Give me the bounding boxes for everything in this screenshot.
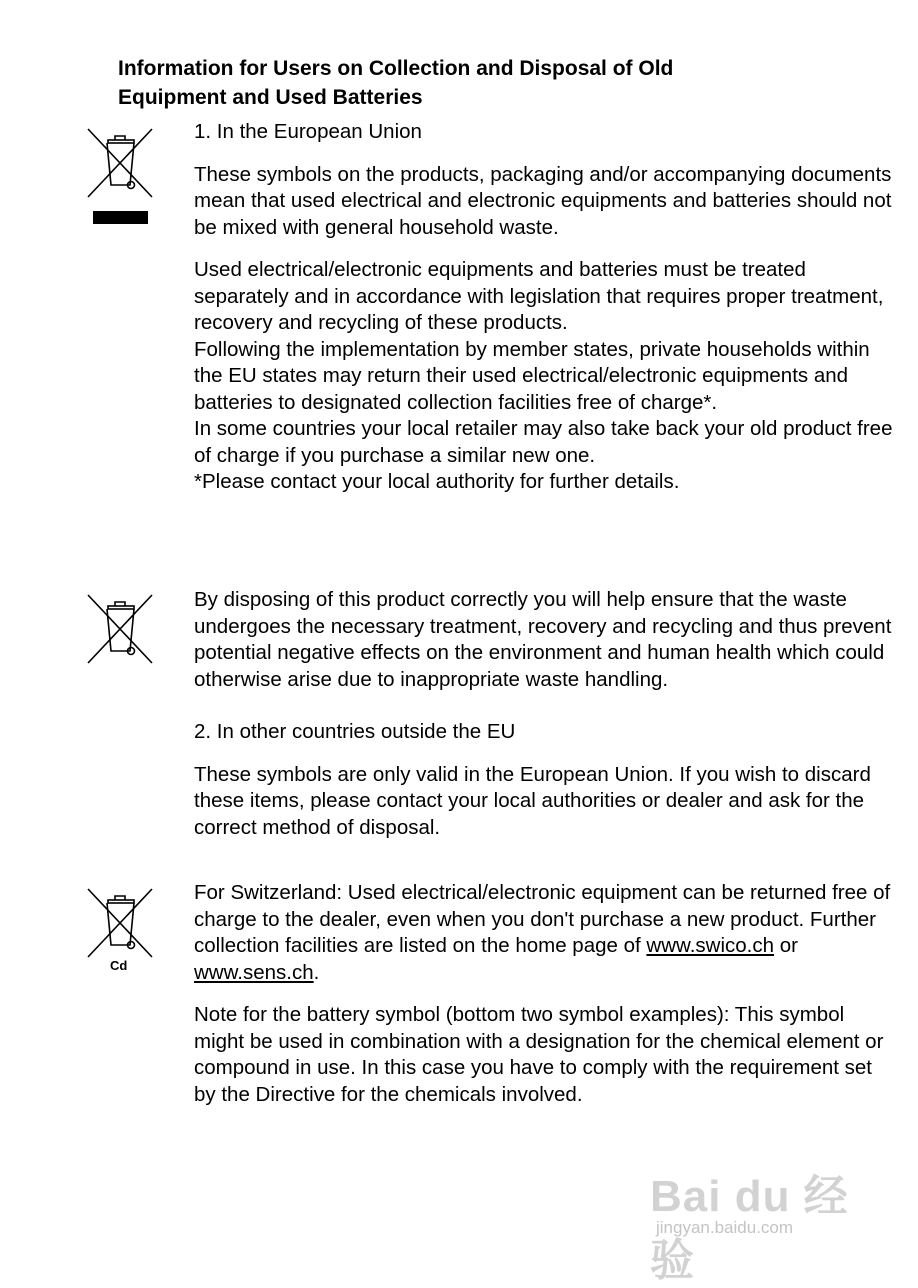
watermark-logo: Bai du 经验 bbox=[650, 1172, 849, 1285]
other-heading: 2. In other countries outside the EU bbox=[194, 720, 516, 743]
cd-label: Cd bbox=[110, 958, 128, 973]
dispose-section bbox=[194, 587, 894, 841]
eu-paragraph-2: Used electrical/electronic equipments and batteries must be treated separately and in accordance with legislation that requires proper treatment, recovery and recycling of these products. bbox=[194, 258, 884, 334]
weee-bar bbox=[93, 211, 148, 224]
swiss-text-mid: or bbox=[774, 934, 798, 957]
crossed-bin-icon bbox=[86, 127, 154, 199]
baidu-watermark bbox=[650, 1140, 880, 1285]
eu-section bbox=[194, 119, 894, 496]
eu-heading: 1. In the European Union bbox=[194, 120, 422, 143]
page-title bbox=[118, 54, 818, 112]
crossed-bin-icon bbox=[86, 593, 154, 665]
crossed-bin-icon bbox=[86, 887, 154, 959]
sens-link[interactable]: www.sens.ch bbox=[194, 960, 314, 984]
swiss-section bbox=[194, 880, 894, 1108]
dispose-paragraph: By disposing of this product correctly you will help ensure that the waste undergoes the necessary treatment, recovery and recycling and thus prevent potential negative effects on the environment and human health which could otherwise arise due to inappropriate waste handling. bbox=[194, 588, 892, 691]
swiss-paragraph bbox=[194, 880, 894, 986]
other-paragraph: These symbols are only valid in the European Union. If you wish to discard these items, please contact your local authorities or dealer and ask for the correct method of disposal. bbox=[194, 762, 871, 839]
eu-paragraph-4: In some countries your local retailer may also take back your old product free of charge if you purchase a similar new one. bbox=[194, 417, 893, 467]
eu-paragraph-3: Following the implementation by member states, private households within the EU states may return their used electrical/electronic equipments and batteries to designated collection facilities free of charge*. bbox=[194, 337, 870, 414]
eu-paragraph-1: These symbols on the products, packaging and/or accompanying documents mean that used electrical and electronic equipments and batteries should not be mixed with general household waste. bbox=[194, 162, 892, 239]
swico-link[interactable]: www.swico.ch bbox=[646, 934, 774, 957]
title-line-2: Equipment and Used Batteries bbox=[118, 86, 423, 109]
battery-note: Note for the battery symbol (bottom two symbol examples): This symbol might be used in combination with a designation for the chemical element or compound in use. In this case you have to comply with the requirement set by the Directive for the chemicals involved. bbox=[194, 1003, 884, 1106]
title-line-1: Information for Users on Collection and Disposal of Old bbox=[118, 57, 674, 80]
watermark-url: jingyan.baidu.com bbox=[656, 1218, 794, 1237]
swiss-text-before: For Switzerland: Used electrical/electronic equipment can be returned free of charge to the dealer, even when you don't purchase a new product. Further collection facilities are listed on the home page of bbox=[194, 881, 891, 957]
swiss-text-end: . bbox=[313, 960, 320, 984]
eu-paragraph-5: *Please contact your local authority for further details. bbox=[194, 470, 680, 493]
